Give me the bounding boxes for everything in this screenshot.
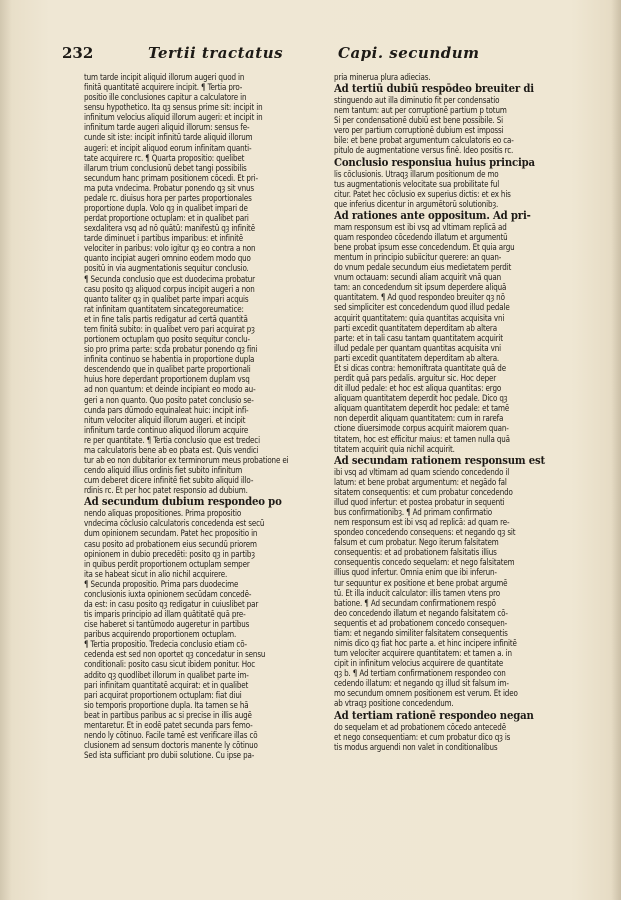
text-line: mam responsum est ibi vsq ad vltimam replicā ad — [334, 221, 507, 232]
text-line: perdat proportione octuplam: et in qualibet pari — [84, 213, 249, 224]
text-line: secundum hanc primam positionem cōcedi. Et pri- — [84, 172, 258, 183]
text-line: titatem, hoc est efficitur maius: et tamen nulla quā — [334, 433, 510, 444]
text-line: tarde diminuet i partibus imparibus: et infinitē — [84, 233, 244, 244]
text-line: mentum in principio subiicitur querere: an quan- — [334, 252, 502, 263]
text-line: sed simpliciter est concedendum quod illud pedale — [334, 302, 510, 313]
text-line: qȝ b. ¶ Ad tertiam confirmationem respondeo con — [334, 668, 506, 679]
text-line: Sed ista sufficiant pro dubii solutione. Cu ipse pa- — [84, 750, 255, 761]
text-line: sitatem consequentis: et cum probatur concedendo — [334, 486, 513, 497]
text-line: cipit in infinitum velocius acquirere de quantitate — [334, 658, 504, 669]
text-line: infinitum velocius aliquid illorum augeri: et incipit in — [84, 112, 263, 123]
text-line: pria minerua plura adiecias. — [334, 72, 431, 82]
text-line: tur sequuntur ex positione et bene probat argumē — [334, 577, 508, 588]
text-line: mentaretur. Et in eodē patet secunda pars femo- — [84, 719, 253, 730]
text-line: sequentis et ad probationem concedo consequen- — [334, 617, 508, 628]
text-line: aliquam quantitatem deperdit hoc pedale. Dico qȝ — [334, 393, 508, 404]
text-line: ma puta vndecima. Probatur ponendo qȝ sit vnus — [84, 182, 254, 193]
text-line: conditionali: posito casu sicut ibidem ponitur. Hoc — [84, 659, 256, 670]
text-line: non deperdit aliquam quantitatem: cum in rarefa — [334, 413, 504, 424]
text-line: ¶ Secunda propositio. Prima pars duodecime — [84, 578, 239, 589]
section-heading-line: Conclusio responsiua huius principa — [334, 155, 535, 169]
text-line: stinguendo aut illa diminutio fit per condensatio — [334, 95, 500, 106]
text-line: cum deberet dicere infinitē fiet subito aliquid illo- — [84, 475, 254, 486]
text-line: vndecima cōclusio calculatoris concedenda est secū — [84, 518, 265, 529]
text-line: huius hore deperdant proportionem duplam vsq — [84, 374, 250, 385]
text-line: tiam: et negando similiter falsitatem consequentis — [334, 627, 508, 638]
folio-number: 232 — [62, 44, 94, 62]
text-line: descendendo que in qualibet parte proportionali — [84, 364, 251, 375]
section-heading-line: Ad tertiam rationē respondeo negan — [334, 708, 534, 722]
text-line: positū in via augmentationis sequitur conclusio. — [84, 263, 249, 274]
text-line: tus augmentationis velocitate sua probilitate ful — [334, 178, 500, 189]
text-line: pitulo de augmentatione versus finē. Ideo positis rc. — [334, 145, 514, 156]
text-line: nendo aliquas propositiones. Prima propositio — [84, 508, 242, 519]
text-line: illarum trium conclusionū debet tangi possibilis — [84, 162, 247, 173]
text-line: nem responsum est ibi vsq ad replicā: ad quam re- — [334, 517, 510, 528]
text-line: spondeo concedendo consequens: et negando qȝ sit — [334, 527, 516, 538]
text-line: parti excedit quantitatem deperditam ab altera — [334, 322, 497, 333]
text-line: dum opinionem secundam. Patet hec propositio in — [84, 528, 258, 539]
text-line: sexdalitera vsq ad nō quātū: manifestū qȝ infinitē — [84, 223, 255, 234]
text-line: infinita continuo se habentia in proportione dupla — [84, 354, 255, 365]
page-gutter-shadow — [0, 0, 12, 900]
text-line: sio pro prima parte: scd̄a probatur ponendo qȝ fini — [84, 344, 258, 355]
text-column-left — [84, 72, 338, 760]
text-line: paribus acquirendo proportionem octuplam. — [84, 629, 237, 640]
text-line: quam respondeo cōcedendo illatum et argumentū — [334, 231, 508, 242]
text-line: lis cōclusionis. Utraqȝ illarum positionum de mo — [334, 168, 499, 179]
text-line: vero per partium corruptionē dubium est impossi — [334, 125, 504, 136]
text-line: ab vtraqȝ positione concedendum. — [334, 698, 454, 709]
text-line: sio temporis proportione dupla. Ita tamen se hā — [84, 699, 249, 710]
text-line: infinitum tarde continuo aliquod illorum acquire — [84, 424, 249, 435]
text-line: rat infinitam quantitatem sincategoreumatice: — [84, 303, 244, 314]
text-line: geri a non quanto. Quo posito patet conclusio se- — [84, 394, 254, 405]
text-line: casu posito ad probationem eius secundū priorem — [84, 538, 257, 549]
text-line: cedenda est sed non oportet qȝ concedatur in sensu — [84, 649, 266, 660]
text-line: do sequelam et ad probationem cōcedo antecedē — [334, 721, 506, 732]
text-line: cedendo illatum: et negando qȝ illud sit falsum im- — [334, 678, 509, 689]
text-line: nitum velociter aliquid illorum augeri. et incipit — [84, 414, 246, 425]
text-line: quanto taliter qȝ in qualibet parte impari acquis — [84, 293, 249, 304]
text-line: tis imparis principio ad illam quātitatē quā pre- — [84, 609, 246, 620]
running-head-left: Tertii tractatus — [148, 44, 284, 62]
text-line: et nego consequentiam: et cum probatur dico qȝ is — [334, 731, 511, 742]
text-line: in quibus perdit proportionem octuplam semper — [84, 558, 250, 569]
text-line: mo secundum omnem positionem est verum. Et ideo — [334, 688, 518, 699]
text-line: nimis dico qȝ fiat hoc parte a. et hinc incipere infinitē — [334, 637, 517, 648]
text-line: quanto incipiat augeri omnino eodem modo quo — [84, 253, 251, 264]
text-line: acquirit quantitatem: quia quantitas acquisita vni — [334, 312, 505, 323]
text-line: quantitatem. ¶ Ad quod respondeo breuiter qȝ nō — [334, 292, 505, 303]
page-header — [0, 44, 621, 70]
text-line: dit illud pedale: et hoc est aliqua quantitas: ergo — [334, 383, 502, 394]
text-line: illud pedale per quantam quantitas acquisita vni — [334, 342, 501, 353]
text-line: parti excedit quantitatem deperditam ab altera. — [334, 352, 500, 363]
text-line: latum: et bene probat argumentum: et negādo fal — [334, 476, 507, 487]
text-line: cendo aliquid illius ordinis fiet subito infinitum — [84, 465, 243, 476]
text-line: citur. Patet hec cōclusio ex superius dictis: et ex his — [334, 188, 511, 199]
text-line: que inferius dicentur in argumētorū solutionibȝ. — [334, 198, 499, 209]
text-line: ita se habeat sicut in alio nichil acquirere. — [84, 568, 228, 579]
text-line: opinionem in dubio precedēti: posito qȝ in partibȝ — [84, 548, 255, 559]
text-line: consequentis concedo sequelam: et nego falsitatem — [334, 557, 515, 568]
text-line: tum tarde incipit aliquid illorum augeri quod in — [84, 72, 245, 82]
text-line: batione. ¶ Ad secundam confirmationem respō — [334, 597, 496, 608]
text-line: ibi vsq ad vltimam ad quam sciendo concedendo il — [334, 466, 510, 477]
text-line: nendo ly cōtinuo. Facile tamē est verificare illas cō — [84, 730, 258, 740]
text-column-right — [334, 72, 588, 752]
text-line: portionem octuplam quo posito sequitur conclu- — [84, 334, 250, 345]
text-line: ctione diuersimode corpus acquirit maiorem quan- — [334, 423, 509, 434]
text-line: proportione dupla. Volo qȝ in qualibet impari de — [84, 203, 248, 214]
text-line: ¶ Tertia propositio. Tredecia conclusio etiam cō- — [84, 639, 247, 650]
section-heading-line: Ad tertiū dubiū respōdeo breuiter di — [334, 82, 534, 96]
text-line: conclusionis iuxta opinionem secūdam concedē- — [84, 588, 252, 599]
text-line: Si per condensationē dubiū est bene possibile. Si — [334, 115, 504, 126]
text-line: pari acquirat proportionem octuplam: fiat diui — [84, 689, 242, 700]
text-line: bile: et bene probat argumentum calculatoris eo ca- — [334, 135, 514, 146]
text-line: clusionem ad sensum doctoris manente ly cōtinuo — [84, 740, 258, 751]
text-line: et in fine talis partis redigatur ad certā quantitā — [84, 313, 248, 324]
text-line: illius quod infertur. Omnia enim que ibi inferun- — [334, 567, 497, 578]
text-line: Et si dicas contra: hemoniftrata quantitate quā de — [334, 362, 506, 373]
text-line: aliquam quantitatem deperdit hoc pedale: et tamē — [334, 403, 510, 414]
text-line: tum velociter acquirere quantitatem: et tamen a. in — [334, 648, 512, 659]
text-line: sensu hypothetico. Ita qȝ sensus prime sit: incipit in — [84, 102, 263, 113]
text-line: ad non quantum: et deinde incipiant eo modo au- — [84, 384, 256, 395]
text-line: bus confirmationibȝ. ¶ Ad primam confirmatio — [334, 506, 493, 517]
text-line: velociter in paribus: volo igitur qȝ eo contra a non — [84, 243, 256, 254]
text-line: tam: an concedendum sit ipsum deperdere aliquā — [334, 282, 507, 293]
text-line: titatem acquirit quia nichil acquirit. — [334, 443, 455, 454]
text-line: re per quantitate. ¶ Tertia conclusio que est tredeci — [84, 434, 260, 445]
text-line: ¶ Secunda conclusio que est duodecima probatur — [84, 273, 255, 284]
text-line: vnum octauam: secundi aliam acquirit vnā quan — [334, 272, 502, 283]
text-line: falsum et cum probatur. Nego iterum falsitatem — [334, 537, 499, 548]
text-line: tis modus arguendi non valet in conditionalibus — [334, 741, 498, 752]
text-line: ma calculatoris bene ab eo pbata est. Quis vendici — [84, 444, 259, 455]
page-edge-shadow — [611, 0, 621, 900]
text-line: rdinis rc. Et per hoc patet responsio ad dubium. — [84, 485, 248, 496]
text-line: nem tantum: aut per corruptionē partium p totum — [334, 105, 507, 116]
text-line: augeri: et incipit aliquod eorum infinitam quanti- — [84, 142, 252, 153]
text-line: tur ab eo non dubitarior ex terminorum meus probatione ei — [84, 454, 289, 465]
text-line: beat in partibus paribus ac si precise in illis augē — [84, 709, 252, 720]
text-line: addito qȝ quodlibet illorum in qualibet parte im- — [84, 669, 249, 680]
text-line: illud quod infertur: et postea probatur in sequenti — [334, 496, 505, 507]
text-line: cise haberet si tantūmodo augeretur in partibus — [84, 619, 250, 630]
text-line: cunda pars dūmodo equinaleat huic: incipit infi- — [84, 404, 249, 415]
text-line: da est: in casu posito qȝ redigatur in cuiuslibet par — [84, 598, 259, 609]
text-line: casu posito qȝ aliquod corpus incipit augeri a non — [84, 283, 255, 294]
text-line: deo concedendo illatum et negando falsitatem cō- — [334, 607, 508, 618]
text-line: consequentis: et ad probationem falsitatis illius — [334, 547, 497, 558]
section-heading-line: Ad secundum dubium respondeo po — [84, 495, 282, 509]
section-heading-line: Ad secundam rationem responsum est — [334, 453, 546, 467]
running-head-right: Capi. secundum — [338, 44, 480, 62]
section-heading-line: Ad rationes ante oppositum. Ad pri- — [334, 208, 531, 222]
text-line: bene probat ipsum esse concedendum. Et quia argu — [334, 242, 515, 253]
text-line: pedale rc. diuisus hora per partes proportionales — [84, 192, 252, 203]
text-line: tate acquirere rc. ¶ Quarta propositio: quelibet — [84, 152, 245, 163]
text-line: perdit quā pars pedalis. arguitur sic. Hoc deper — [334, 373, 497, 384]
text-line: pari infinitam quantitatē acquirat: et in qualibet — [84, 679, 249, 690]
text-line: positio ille conclusiones capitur a calculatore in — [84, 92, 247, 103]
text-line: infinitum tarde augeri aliquid illorum: sensus fe- — [84, 122, 250, 133]
text-line: parte: et in tali casu tantam quantitatem acquirit — [334, 332, 503, 343]
text-line: tem finitā subito: in qualibet vero pari acquirat pȝ — [84, 323, 255, 334]
text-line: do vnum pedale secundum eius medietatem perdit — [334, 262, 512, 273]
text-line: finitā quantitatē acquirere incipit. ¶ Tertia pro- — [84, 82, 243, 93]
text-line: cunde sit iste: incipit infinitū tarde aliquid illorum — [84, 132, 253, 143]
text-line: tū. Et illa inducit calculator: illis tamen vtens pro — [334, 587, 501, 598]
